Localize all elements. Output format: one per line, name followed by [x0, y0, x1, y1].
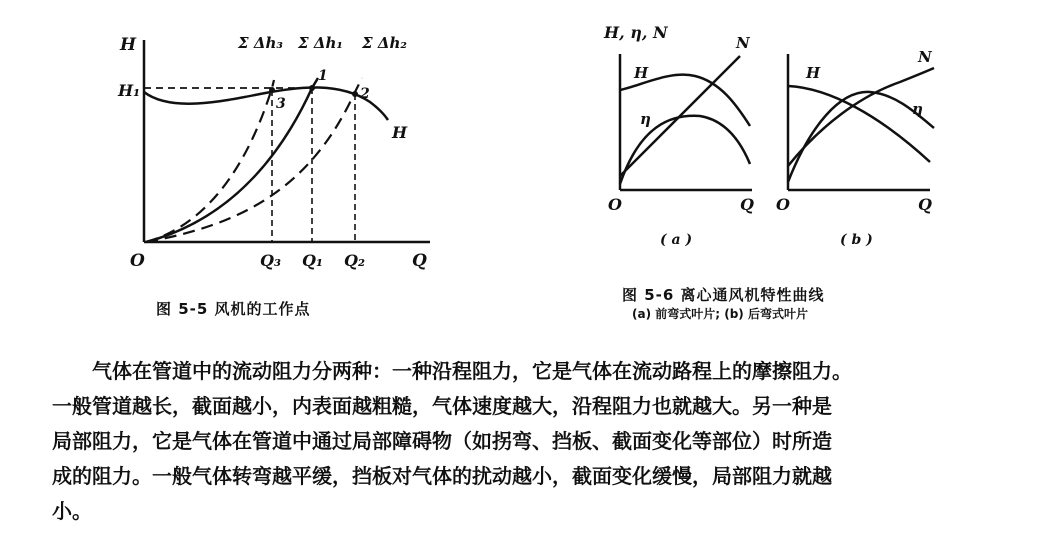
h1-label: H₁ [118, 81, 141, 100]
figure-5-6-subcaption: (a) 前弯式叶片; (b) 后弯式叶片 [632, 307, 808, 321]
point-1 [309, 85, 315, 91]
point-label-2: 2 [360, 86, 370, 102]
paragraph-line-3: 局部阻力，它是气体在管道中通过局部障碍物（如拐弯、挡板、截面变化等部位）时所造 [52, 429, 832, 453]
panel-a [608, 34, 754, 248]
figure-5-6-caption: 图 5-6 离心通风机特性曲线 [622, 286, 825, 304]
paragraph-line-2: 一般管道越长，截面越小，内表面越粗糙，气体速度越大，沿程阻力也就越大。另一种是 [52, 394, 832, 418]
x-tick-q3: Q₃ [260, 251, 281, 270]
panel-a-origin: O [608, 195, 622, 214]
fig56-y-axis-label: H, η, N [604, 23, 668, 42]
panel-a-label: ( a ) [660, 232, 693, 248]
origin-label: O [130, 251, 145, 271]
x-tick-q2: Q₂ [344, 251, 365, 270]
figure-5-6-plot [600, 16, 980, 276]
paragraph-line-4: 成的阻力。一般气体转弯越平缓，挡板对气体的扰动越小，截面变化缓慢，局部阻力就越 [52, 464, 832, 488]
resistance-curve-3 [146, 80, 274, 242]
panel-b-h-curve [788, 86, 930, 162]
panel-b-n-label: N [918, 48, 932, 66]
point-2 [352, 91, 358, 97]
resistance-label-1: Σ Δh₁ [298, 34, 343, 52]
h-curve-label: H [392, 123, 408, 142]
body-paragraph [52, 354, 1024, 529]
panel-a-n-label: N [736, 34, 750, 52]
panel-a-x-label: Q [740, 195, 754, 214]
panel-b-eta-label: η [912, 100, 923, 118]
y-axis-label: H [120, 35, 137, 55]
x-tick-q1: Q₁ [302, 251, 323, 270]
panel-a-eta-label: η [640, 110, 651, 128]
figure-5-5-plot [100, 20, 560, 310]
panel-b-h-label: H [806, 64, 821, 82]
point-label-1: 1 [318, 68, 328, 84]
panel-b-x-label: Q [918, 195, 932, 214]
figure-5-5-caption: 图 5-5 风机的工作点 [156, 300, 311, 318]
resistance-label-2: Σ Δh₂ [362, 34, 407, 52]
x-axis-label: Q [412, 251, 427, 271]
panel-b [776, 48, 934, 248]
paragraph-line-5: 小。 [52, 499, 92, 523]
point-3 [269, 87, 275, 93]
panel-b-label: ( b ) [840, 232, 873, 248]
paragraph-line-1: 气体在管道中的流动阻力分两种：一种沿程阻力，它是气体在流动路程上的摩擦阻力。 [92, 359, 852, 383]
resistance-label-3: Σ Δh₃ [238, 34, 283, 52]
panel-b-origin: O [776, 195, 790, 214]
panel-a-h-label: H [634, 64, 649, 82]
point-label-3: 3 [276, 96, 286, 112]
